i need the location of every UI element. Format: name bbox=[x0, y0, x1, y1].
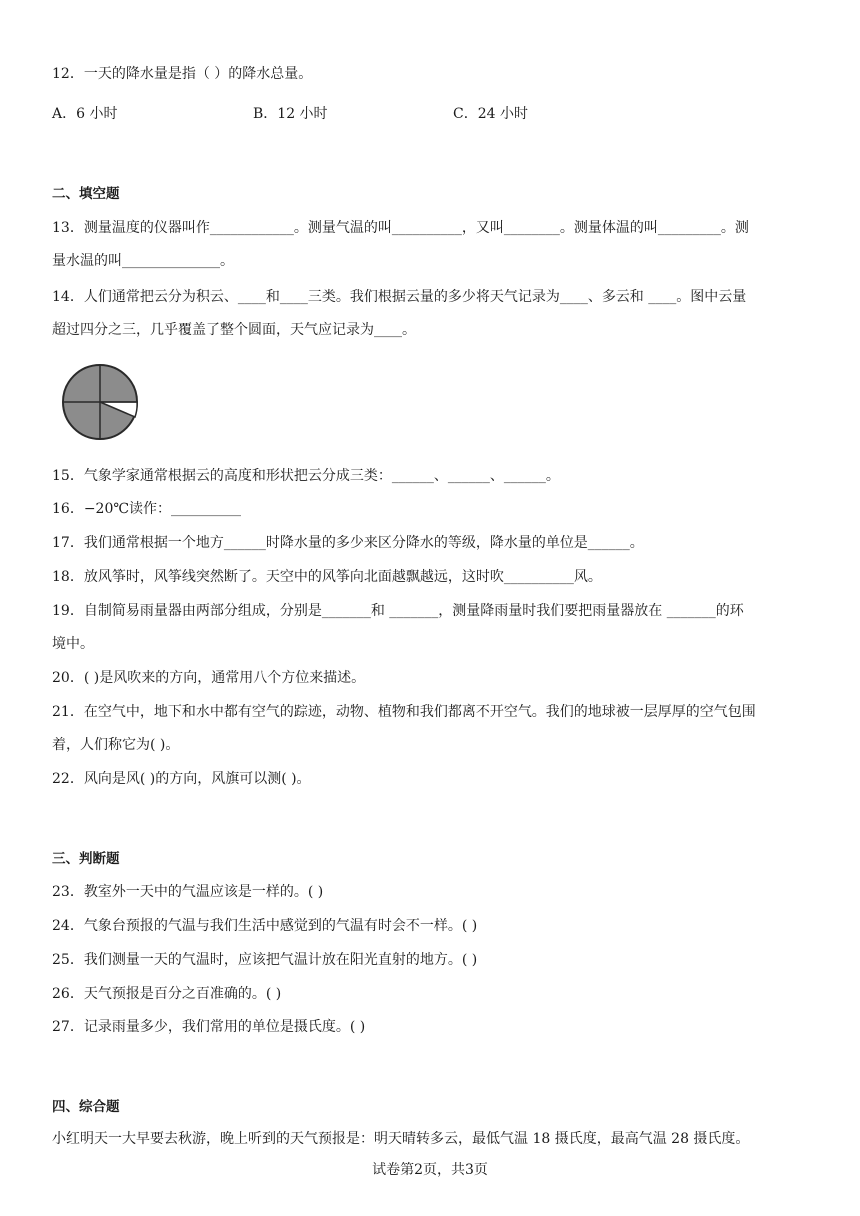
q12-option-c: C．24 小时 bbox=[453, 106, 528, 122]
q15: 15．气象学家通常根据云的高度和形状把云分成三类：______、______、______。 bbox=[52, 468, 560, 484]
q12-option-b: B．12 小时 bbox=[253, 106, 328, 122]
q19-line1: 19．自制简易雨量器由两部分组成，分别是_______和 _______，测量降雨量时我们要把雨量器放在 _______的环 bbox=[52, 603, 744, 619]
q12-stem: 12．一天的降水量是指（ ）的降水总量。 bbox=[52, 66, 313, 82]
q16: 16．−20℃读作：__________ bbox=[52, 501, 242, 517]
q21-line2: 着，人们称它为( )。 bbox=[52, 737, 180, 753]
q22: 22．风向是风( )的方向，风旗可以测( )。 bbox=[52, 771, 311, 787]
section-heading-fill: 二、填空题 bbox=[52, 186, 120, 202]
q17: 17．我们通常根据一个地方______时降水量的多少来区分降水的等级，降水量的单位是______。 bbox=[52, 535, 644, 551]
q24: 24．气象台预报的气温与我们生活中感觉到的气温有时会不一样。( ) bbox=[52, 918, 478, 934]
cloud-cover-figure bbox=[60, 362, 140, 442]
q14-line1: 14．人们通常把云分为积云、____和____三类。我们根据云量的多少将天气记录为____、多云和 ____。图中云量 bbox=[52, 289, 747, 305]
section-heading-comprehensive: 四、综合题 bbox=[52, 1099, 120, 1115]
q20: 20．( )是风吹来的方向，通常用八个方位来描述。 bbox=[52, 670, 366, 686]
q26: 26．天气预报是百分之百准确的。( ) bbox=[52, 986, 282, 1002]
q14-line2: 超过四分之三，几乎覆盖了整个圆面，天气应记录为____。 bbox=[52, 322, 416, 338]
q13-line1: 13．测量温度的仪器叫作____________。测量气温的叫__________，又叫________。测量体温的叫_________。测 bbox=[52, 220, 749, 236]
comprehensive-scenario: 小红明天一大早要去秋游，晚上听到的天气预报是：明天晴转多云，最低气温 18 摄氏度，最高气温 28 摄氏度。 bbox=[52, 1131, 750, 1147]
q12-option-a: A．6 小时 bbox=[52, 106, 118, 122]
q23: 23．教室外一天中的气温应该是一样的。( ) bbox=[52, 884, 324, 900]
page-footer: 试卷第2页，共3页 bbox=[372, 1162, 488, 1178]
q25: 25．我们测量一天的气温时，应该把气温计放在阳光直射的地方。( ) bbox=[52, 952, 478, 968]
q21-line1: 21．在空气中，地下和水中都有空气的踪迹，动物、植物和我们都离不开空气。我们的地球被一层厚厚的空气包围 bbox=[52, 704, 756, 720]
q13-line2: 量水温的叫______________。 bbox=[52, 253, 234, 269]
q27: 27．记录雨量多少，我们常用的单位是摄氏度。( ) bbox=[52, 1019, 366, 1035]
q19-line2: 境中。 bbox=[52, 636, 94, 652]
section-heading-judge: 三、判断题 bbox=[52, 851, 120, 867]
q18: 18．放风筝时，风筝线突然断了。天空中的风筝向北面越飘越远，这时吹__________风。 bbox=[52, 569, 602, 585]
